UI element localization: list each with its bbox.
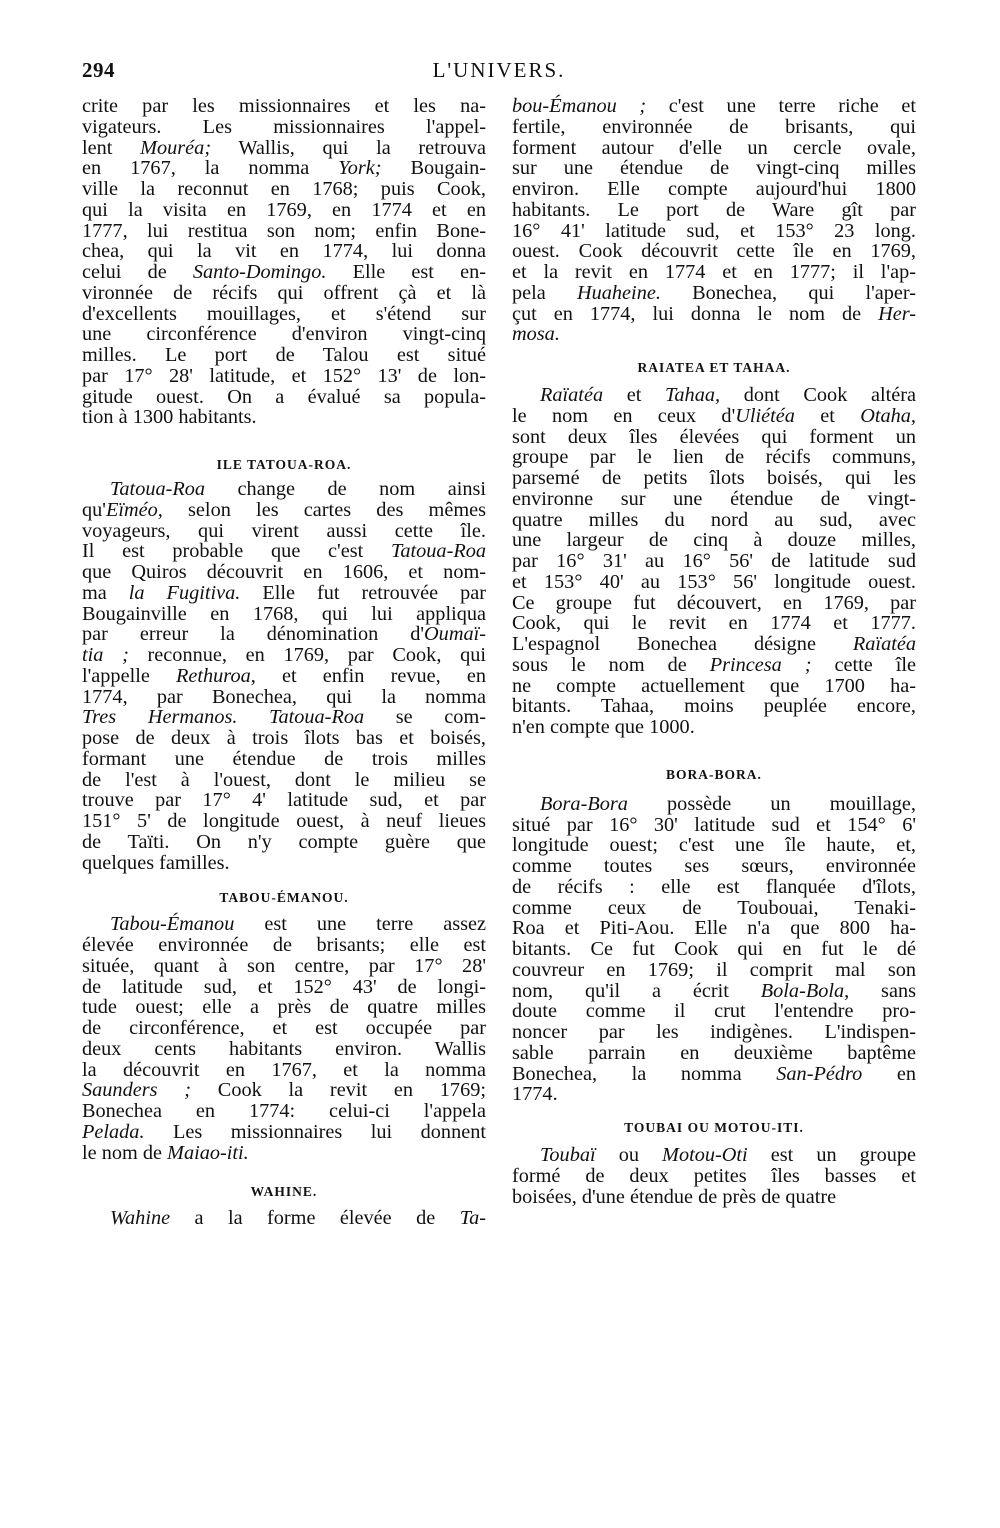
text-line: sont deux îles élevées qui forment un bbox=[512, 425, 916, 448]
text-line: bou-Émanou ; c'est une terre riche et bbox=[512, 95, 916, 117]
italic-name: mosa. bbox=[512, 323, 560, 346]
italic-name: Eïméo, bbox=[105, 498, 163, 521]
text-line: Cook, qui le revit en 1774 et 1777. bbox=[512, 612, 916, 635]
paragraph-raiatea-tahaa bbox=[512, 385, 916, 738]
text-line: comme toutes ses sœurs, environnée bbox=[512, 855, 916, 877]
text-line: de Taïti. On n'y compte guère que bbox=[82, 830, 486, 853]
section-heading-raiatea-tahaa: RAIATEA ET TAHAA. bbox=[637, 360, 791, 375]
text-line: qu'Eïméo, selon les cartes des mêmes bbox=[82, 498, 486, 521]
italic-name: Bora-Bora bbox=[540, 792, 628, 815]
text-line: le nom en ceux d'Uliétéa et Otaha, bbox=[512, 404, 916, 427]
text-line: crite par les missionnaires et les na- bbox=[82, 95, 486, 117]
text-line: 16° 41' latitude sud, et 153° 23 long. bbox=[512, 219, 916, 242]
italic-name: York; bbox=[338, 157, 382, 180]
text-line: vironnée de récifs qui offrent çà et là bbox=[82, 281, 486, 304]
text-line: Il est probable que c'est Tatoua-Roa bbox=[82, 540, 486, 563]
text-line: nom, qu'il a écrit Bola-Bola, sans bbox=[512, 979, 916, 1002]
text-line: 1774, par Bonechea, qui la nomma bbox=[82, 685, 486, 708]
text-line: bitants. Tahaa, moins peuplée encore, bbox=[512, 695, 916, 718]
text-line: Saunders ; Cook la revit en 1769; bbox=[82, 1079, 486, 1102]
text-line: environne sur une étendue de vingt- bbox=[512, 487, 916, 510]
text-line: L'espagnol Bonechea désigne Raïatéa bbox=[512, 633, 916, 655]
text-line: bitants. Ce fut Cook qui en fut le dé bbox=[512, 938, 916, 960]
text-line: et la revit en 1774 et en 1777; il l'ap- bbox=[512, 261, 916, 283]
text-line: celui de Santo-Domingo. Elle est en- bbox=[82, 261, 486, 283]
text-line: Tabou-Émanou est une terre assez bbox=[110, 913, 486, 936]
text-line: Bonechea en 1774: celui-ci l'appela bbox=[82, 1100, 486, 1122]
text-line: sur une étendue de vingt-cinq milles bbox=[512, 157, 916, 180]
paragraph-wahine bbox=[82, 1208, 486, 1229]
text-line: une largeur de cinq à douze milles, bbox=[512, 529, 916, 552]
text-line: couvreur en 1769; il comprit mal son bbox=[512, 958, 916, 981]
paragraph-huaheine bbox=[512, 96, 916, 345]
right-column bbox=[512, 96, 916, 1207]
italic-name: Raïatéa bbox=[852, 633, 916, 655]
text-line: une circonférence d'environ vingt-cinq bbox=[82, 323, 486, 346]
text-line: Raïatéa et Tahaa, dont Cook altéra bbox=[540, 384, 916, 406]
text-line: en 1767, la nomma York; Bougain- bbox=[82, 157, 486, 180]
text-line: longitude ouest; c'est une île haute, et, bbox=[512, 834, 916, 857]
text-line: Bonechea, la nomma San-Pédro en bbox=[512, 1062, 916, 1085]
text-line: Bougainville en 1768, qui lui appliqua bbox=[82, 602, 486, 625]
italic-name: tia ; bbox=[82, 644, 129, 666]
text-line: sous le nom de Princesa ; cette île bbox=[512, 653, 917, 676]
italic-name: bou-Émanou ; bbox=[512, 95, 647, 117]
italic-name: Tatoua-Roa bbox=[390, 540, 486, 563]
text-line: quelques familles. bbox=[82, 851, 230, 874]
section-heading-wahine: WAHINE. bbox=[250, 1184, 318, 1200]
italic-name: Motou-Oti bbox=[662, 1144, 748, 1166]
italic-name: Mouréa; bbox=[140, 136, 212, 159]
text-line: situé par 16° 30' latitude sud et 154° 6' bbox=[512, 813, 916, 836]
text-line: voyageurs, qui virent aussi cette île. bbox=[82, 519, 486, 542]
italic-name: Tres Hermanos. Tatoua-Roa bbox=[82, 706, 365, 729]
italic-name: Princesa ; bbox=[709, 653, 812, 676]
text-line: 1774. bbox=[512, 1083, 558, 1106]
text-line: de l'est à l'ouest, dont le milieu se bbox=[82, 768, 486, 791]
text-line: gitude ouest. On a évalué sa popula- bbox=[82, 385, 486, 408]
text-line: vigateurs. Les missionnaires l'appel- bbox=[82, 115, 486, 138]
text-line: située, quant à son centre, par 17° 28' bbox=[82, 954, 486, 977]
text-line: Ce groupe fut découvert, en 1769, par bbox=[512, 591, 916, 614]
section-heading-bora-bora: BORA-BORA. bbox=[666, 766, 762, 782]
italic-name: Pelada. bbox=[82, 1120, 145, 1143]
italic-name: Saunders ; bbox=[82, 1079, 192, 1102]
text-line: et 153° 40' au 153° 56' longitude ouest. bbox=[512, 570, 916, 593]
italic-name: Bola-Bola bbox=[760, 979, 845, 1002]
text-line: quatre milles du nord au sud, avec bbox=[512, 508, 916, 531]
text-line: environ. Elle compte aujourd'hui 1800 bbox=[512, 178, 916, 200]
paragraph-tabou-emanou bbox=[82, 914, 486, 1163]
italic-name: Tahaa, bbox=[665, 384, 721, 406]
text-line: trouve par 17° 4' latitude sud, et par bbox=[82, 789, 486, 812]
text-line: lent Mouréa; Wallis, qui la retrouva bbox=[82, 136, 486, 159]
italic-name: Oumaï- bbox=[424, 623, 486, 646]
text-line: comme ceux de Toubouai, Tenaki- bbox=[512, 896, 916, 919]
text-line: ville la reconnut en 1768; puis Cook, bbox=[82, 178, 486, 200]
left-column bbox=[82, 96, 486, 1229]
text-line: Bora-Bora possède un mouillage, bbox=[540, 792, 916, 815]
italic-name: Ta- bbox=[459, 1207, 486, 1230]
paragraph-moorea bbox=[82, 96, 486, 428]
italic-name: Toubaï bbox=[540, 1144, 596, 1166]
text-line: élevée environnée de brisants; elle est bbox=[82, 934, 486, 956]
text-line: par 17° 28' latitude, et 152° 13' de lon- bbox=[82, 364, 486, 387]
text-line: çut en 1774, lui donna le nom de Her- bbox=[512, 302, 916, 325]
text-line: pose de deux à trois îlots bas et boisés, bbox=[82, 727, 486, 749]
section-heading-tabou-emanou: TABOU-ÉMANOU. bbox=[219, 890, 349, 906]
italic-name: Otaha, bbox=[860, 404, 916, 427]
italic-name: Uliétéa bbox=[735, 404, 795, 427]
text-line: ne compte actuellement que 1700 ha- bbox=[512, 674, 916, 697]
text-line: qui la visita en 1769, en 1774 et en bbox=[82, 198, 486, 221]
text-line: tion à 1300 habitants. bbox=[82, 406, 257, 429]
running-title: L'UNIVERS. bbox=[432, 58, 566, 82]
italic-name: Wahine bbox=[110, 1207, 171, 1230]
italic-name: Her- bbox=[878, 302, 916, 325]
text-line: de circonférence, et est occupée par bbox=[82, 1017, 486, 1039]
text-line: groupe par le lien de récifs communs, bbox=[512, 446, 916, 469]
italic-name: Santo-Domingo. bbox=[192, 261, 327, 283]
text-line: d'excellents mouillages, et s'étend sur bbox=[82, 302, 486, 325]
text-line: noncer par les indigènes. L'indispen- bbox=[512, 1021, 916, 1043]
text-line: fertile, environnée de brisants, qui bbox=[512, 115, 916, 138]
text-line: doute comme il crut l'entendre pro- bbox=[512, 1000, 916, 1023]
italic-name: Maiao-iti. bbox=[167, 1141, 249, 1164]
text-line: chea, qui la vit en 1774, lui donna bbox=[82, 240, 486, 263]
text-line: habitants. Le port de Ware gît par bbox=[512, 198, 916, 221]
text-line: deux cents habitants environ. Wallis bbox=[82, 1037, 486, 1060]
italic-name: Raïatéa bbox=[540, 384, 604, 406]
text-line: Tatoua-Roa change de nom ainsi bbox=[110, 478, 486, 500]
text-line: de latitude sud, et 152° 43' de longi- bbox=[82, 975, 486, 998]
section-heading-toubai: TOUBAI OU MOTOU-ITI. bbox=[624, 1120, 804, 1135]
italic-name: Rethuroa bbox=[176, 664, 251, 687]
text-line: la découvrit en 1767, et la nomma bbox=[82, 1058, 486, 1081]
text-line: ouest. Cook découvrit cette île en 1769, bbox=[512, 240, 916, 263]
text-line: Pelada. Les missionnaires lui donnent bbox=[82, 1120, 486, 1143]
page-header bbox=[82, 58, 916, 84]
text-line: par 16° 31' au 16° 56' de latitude sud bbox=[512, 550, 916, 572]
paragraph-toubai bbox=[512, 1145, 916, 1207]
italic-name: San-Pédro bbox=[776, 1062, 863, 1085]
text-line: l'appelle Rethuroa, et enfin revue, en bbox=[82, 664, 486, 687]
text-line: pela Huaheine. Bonechea, qui l'aper- bbox=[512, 281, 916, 304]
text-line: 1777, lui restitua son nom; enfin Bone- bbox=[82, 219, 486, 242]
italic-name: Tatoua-Roa bbox=[110, 478, 206, 500]
section-heading-tatoua-roa: ILE TATOUA-ROA. bbox=[216, 457, 352, 472]
text-line: formé de deux petites îles basses et bbox=[512, 1164, 916, 1187]
text-line: n'en compte que 1000. bbox=[512, 716, 695, 738]
paragraph-bora-bora bbox=[512, 794, 916, 1105]
text-line bbox=[512, 324, 916, 345]
text-line: Wahine a la forme élevée de Ta- bbox=[110, 1207, 486, 1230]
text-line: formant une étendue de trois milles bbox=[82, 747, 486, 770]
text-line: ma la Fugitiva. Elle fut retrouvée par bbox=[82, 581, 486, 604]
text-line: Roa et Piti-Aou. Elle n'a que 800 ha- bbox=[512, 917, 916, 940]
italic-name: Tabou-Émanou bbox=[110, 913, 235, 936]
page-number: 294 bbox=[82, 58, 115, 82]
text-line: tude ouest; elle a près de quatre milles bbox=[82, 996, 486, 1019]
italic-name: la Fugitiva. bbox=[128, 581, 241, 604]
text-line: par erreur la dénomination d'Oumaï- bbox=[82, 623, 486, 646]
text-line: forment autour d'elle un cercle ovale, bbox=[512, 136, 916, 159]
text-line: tia ; reconnue, en 1769, par Cook, qui bbox=[82, 644, 487, 666]
italic-name: Huaheine. bbox=[576, 281, 661, 304]
text-line: Toubaï ou Motou-Oti est un groupe bbox=[540, 1144, 917, 1166]
text-line: boisées, d'une étendue de près de quatre bbox=[512, 1185, 837, 1208]
text-line: de récifs : elle est flanquée d'îlots, bbox=[512, 875, 916, 898]
text-line: le nom de Maiao-iti. bbox=[82, 1141, 249, 1164]
text-line: sable parrain en deuxième baptême bbox=[512, 1041, 916, 1064]
text-line: 151° 5' de longitude ouest, à neuf lieues bbox=[82, 810, 486, 832]
text-line: milles. Le port de Talou est situé bbox=[82, 344, 486, 366]
text-line: Tres Hermanos. Tatoua-Roa se com- bbox=[82, 706, 486, 729]
paragraph-tatoua-roa bbox=[82, 479, 486, 873]
text-line: que Quiros découvrit en 1606, et nom- bbox=[82, 561, 486, 583]
text-line: parsemé de petits îlots boisés, qui les bbox=[512, 467, 916, 489]
